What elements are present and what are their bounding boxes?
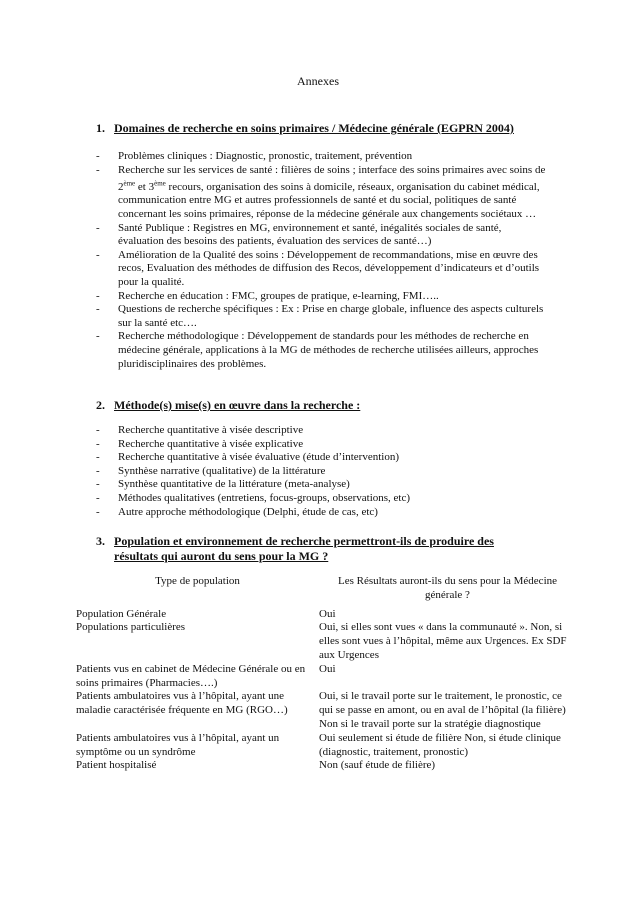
list-item: - Recherche méthodologique : Développement de standards pour les méthodes de recherche en médecine générale, applications à la MG de méthodes de recherche utilisées ailleurs, approches pluridisciplinaires des problèmes. (96, 330, 539, 370)
section2-heading (96, 398, 556, 413)
table-cell-population: Population Générale (76, 607, 167, 620)
table-row (76, 759, 576, 773)
list-item: - Recherche en éducation : FMC, groupes de pratique, e-learning, FMI….. (96, 289, 439, 302)
table-header-right: Les Résultats auront-ils du sens pour la Médecine générale ? (337, 575, 558, 601)
table-cell-population: Patient hospitalisé (76, 759, 157, 772)
section1-heading (96, 121, 556, 136)
list-item: - Synthèse quantitative de la littérature (meta-analyse) (96, 478, 350, 491)
section1-title: Domaines de recherche en soins primaires / Médecine générale (EGPRN 2004) (114, 121, 514, 135)
table-cell-population: Patients ambulatoires vus à l’hôpital, ayant une maladie caractérisée fréquente en MG (RGO…) (76, 690, 288, 717)
table-cell-result: Oui (319, 607, 336, 620)
list-item: - Méthodes qualitatives (entretiens, focus-groups, observations, etc) (96, 491, 411, 504)
table-row (76, 608, 576, 622)
table-cell-result: Non (sauf étude de filière) (319, 759, 436, 772)
section3-number: 3. (96, 534, 105, 548)
section1-number: 1. (96, 121, 105, 135)
list-item: - Questions de recherche spécifiques : Ex : Prise en charge globale, influence des aspects culturels sur la santé etc…. (96, 303, 544, 329)
list-item: - Synthèse narrative (qualitative) de la littérature (96, 464, 326, 477)
table-header-left: Type de population (155, 575, 240, 587)
table-row (76, 732, 576, 760)
page-title: Annexes (297, 74, 339, 88)
section2-list (96, 424, 546, 519)
list-item: - Recherche sur les services de santé : filières de soins ; interface des soins primaires avec soins de 2ème et 3ème recours, organisation des soins à domicile, réseaux, organisation du cabinet médical, communication entre MG et autres professionnels de santé et du social, politiques de santé concernant les soins primaires, réponse de la médecine générale aux changements sociétaux … (96, 163, 546, 221)
list-item: - Amélioration de la Qualité des soins : Développement de recommandations, mise en œuvre des recos, Evaluation des méthodes de diffusion des Recos, développement d’indicateurs et d’outils pour la qualité. (96, 248, 540, 288)
table-cell-result: Oui (319, 662, 336, 675)
table-cell-population: Patients vus en cabinet de Médecine Générale ou en soins primaires (Pharmacies….) (76, 662, 306, 689)
list-item: - Recherche quantitative à visée explicative (96, 437, 304, 450)
table-cell-result: Oui, si le travail porte sur le traitement, le pronostic, ce qui se passe en amont, ou en aval de l’hôpital (la filière) Non si le travail porte sur la stratégie diagnostique (319, 690, 566, 730)
section1-list (96, 150, 546, 371)
population-table (76, 575, 576, 773)
section2-title: Méthode(s) mise(s) en œuvre dans la recherche : (114, 398, 361, 412)
table-header-row (76, 575, 576, 603)
list-item: - Santé Publique : Registres en MG, environnement et santé, inégalités sociales de santé, évaluation des besoins des patients, évaluation des services de santé…) (96, 221, 502, 248)
table-cell-population: Populations particulières (76, 621, 186, 634)
list-item-text-recherche-services: Recherche sur les services de santé : filières de soins ; interface des soins primaires avec soins de 2ème et 3ème recours, organisation des soins à domicile, réseaux, organisation du cabinet médical, communication entre MG et autres professionnels de santé et du social, politiques de santé concernant les soins primaires, réponse de la médecine générale aux changements sociétaux … (118, 163, 546, 221)
list-item: - Recherche quantitative à visée évaluative (étude d’intervention) (96, 451, 399, 464)
table-row (76, 690, 576, 731)
table-row (76, 621, 576, 662)
table-cell-result: Oui seulement si étude de filière Non, si étude clinique (diagnostic, traitement, pronostic) (319, 731, 561, 758)
section3-heading (96, 534, 536, 564)
table-cell-result: Oui, si elles sont vues « dans la communauté ». Non, si elles sont vues à l’hôpital, même aux Urgences. Ex SDF aux Urgences (319, 621, 567, 661)
section2-number: 2. (96, 398, 105, 412)
section3-title: Population et environnement de recherche permettront-ils de produire des résultats qui auront du sens pour la MG ? (114, 534, 494, 563)
list-item: - Recherche quantitative à visée descriptive (96, 424, 304, 436)
list-item: - Autre approche méthodologique (Delphi, étude de cas, etc) (96, 505, 378, 518)
list-item: - Problèmes cliniques : Diagnostic, pronostic, traitement, prévention (96, 150, 413, 162)
table-row (76, 663, 576, 691)
table-cell-population: Patients ambulatoires vus à l’hôpital, ayant un symptôme ou un syndrôme (76, 731, 280, 758)
